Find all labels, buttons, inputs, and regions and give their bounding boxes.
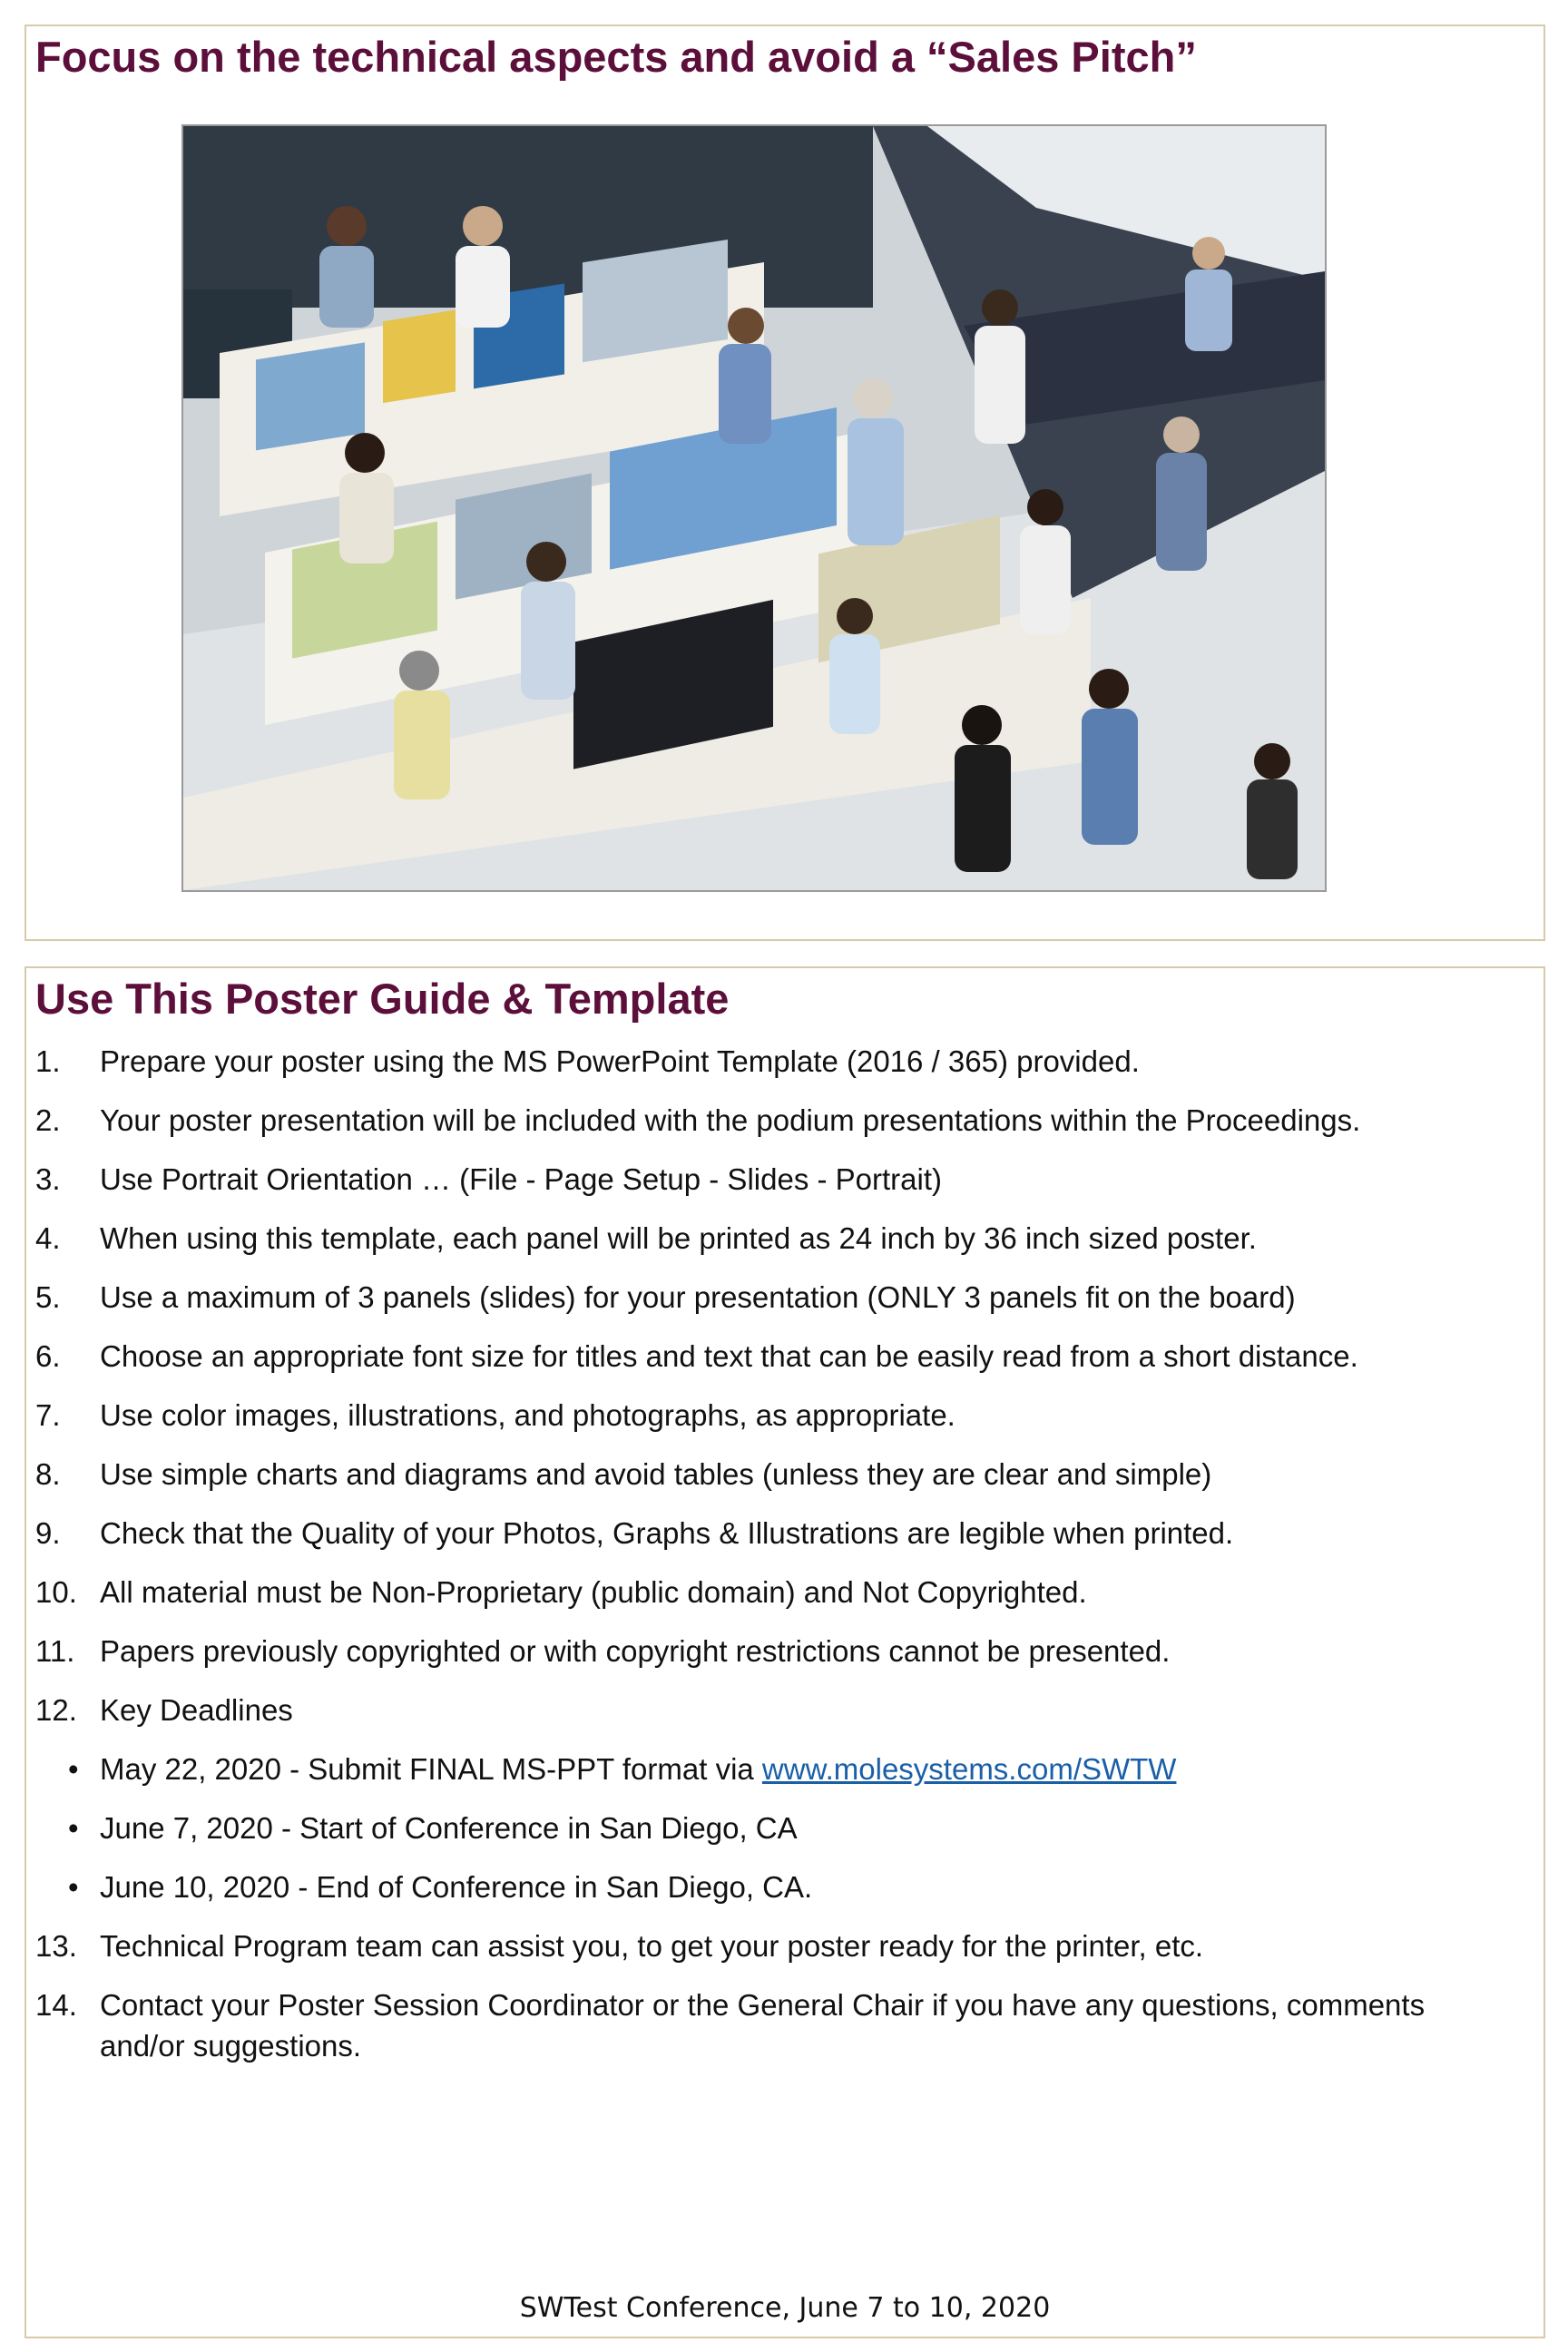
top-panel: [24, 24, 1545, 941]
item-text: Use simple charts and diagrams and avoid tables (unless they are clear and simple): [100, 1457, 1212, 1491]
item-number: 12.: [35, 1693, 77, 1727]
item-number: 11.: [35, 1634, 75, 1668]
item-number: 6.: [35, 1339, 61, 1373]
list-item: [35, 1395, 1524, 1436]
item-text: Your poster presentation will be included with the podium presentations within the Proceedings.: [100, 1103, 1361, 1137]
bullet-icon: •: [68, 1752, 79, 1786]
item-text: Use Portrait Orientation … (File - Page Setup - Slides - Portrait): [100, 1162, 942, 1196]
item-text: Technical Program team can assist you, to get your poster ready for the printer, etc.: [100, 1929, 1204, 1963]
list-item: [35, 1041, 1524, 1082]
deadline-item: [35, 1867, 1524, 1907]
item-number: 10.: [35, 1575, 77, 1609]
item-text: All material must be Non-Proprietary (public domain) and Not Copyrighted.: [100, 1575, 1087, 1609]
item-number: 3.: [35, 1162, 61, 1196]
list-item: [35, 1926, 1524, 1966]
item-text: Use color images, illustrations, and photographs, as appropriate.: [100, 1398, 956, 1432]
list-item: [35, 1218, 1524, 1259]
item-text: Papers previously copyrighted or with copyright restrictions cannot be presented.: [100, 1634, 1171, 1668]
poster-session-photo: [181, 124, 1327, 892]
deadline-text: May 22, 2020 - Submit FINAL MS-PPT format via: [100, 1752, 762, 1786]
list-item: [35, 1690, 1524, 1730]
guide-list: [35, 1041, 1524, 2084]
list-item: [35, 1159, 1524, 1200]
item-number: 13.: [35, 1929, 77, 1963]
list-item: [35, 1100, 1524, 1141]
list-item: [35, 1572, 1524, 1612]
item-text: Choose an appropriate font size for titles and text that can be easily read from a short distance.: [100, 1339, 1358, 1373]
deadline-item: [35, 1749, 1524, 1789]
list-item: [35, 1336, 1524, 1377]
item-number: 1.: [35, 1044, 61, 1078]
item-text: When using this template, each panel will be printed as 24 inch by 36 inch sized poster.: [100, 1221, 1257, 1255]
item-number: 4.: [35, 1221, 61, 1255]
item-number: 7.: [35, 1398, 61, 1432]
item-text: Use a maximum of 3 panels (slides) for your presentation (ONLY 3 panels fit on the board): [100, 1280, 1296, 1314]
guide-panel: [24, 966, 1545, 2338]
deadline-text: June 7, 2020 - Start of Conference in San Diego, CA: [100, 1811, 798, 1845]
item-number: 14.: [35, 1988, 77, 2022]
item-text: Key Deadlines: [100, 1693, 293, 1727]
item-number: 2.: [35, 1103, 61, 1137]
guide-title: Use This Poster Guide & Template: [35, 975, 730, 1023]
bullet-icon: •: [68, 1811, 79, 1845]
item-text: Contact your Poster Session Coordinator or the General Chair if you have any questions, comments and/or suggestions.: [100, 1988, 1426, 2063]
top-panel-title: Focus on the technical aspects and avoid a “Sales Pitch”: [35, 33, 1197, 81]
deadline-text: June 10, 2020 - End of Conference in San Diego, CA.: [100, 1870, 813, 1904]
list-item: [35, 1454, 1524, 1494]
list-item: [35, 1513, 1524, 1553]
item-text: Prepare your poster using the MS PowerPoint Template (2016 / 365) provided.: [100, 1044, 1140, 1078]
submission-link[interactable]: www.molesystems.com/SWTW: [761, 1752, 1177, 1786]
item-text: Check that the Quality of your Photos, Graphs & Illustrations are legible when printed.: [100, 1516, 1234, 1550]
list-item: [35, 1984, 1461, 2066]
list-item: [35, 1631, 1524, 1671]
item-number: 8.: [35, 1457, 61, 1491]
item-number: 9.: [35, 1516, 61, 1550]
list-item: [35, 1277, 1524, 1318]
footer-text: SWTest Conference, June 7 to 10, 2020: [519, 2292, 1051, 2324]
item-number: 5.: [35, 1280, 61, 1314]
deadline-item: [35, 1808, 1524, 1848]
bullet-icon: •: [68, 1870, 79, 1904]
